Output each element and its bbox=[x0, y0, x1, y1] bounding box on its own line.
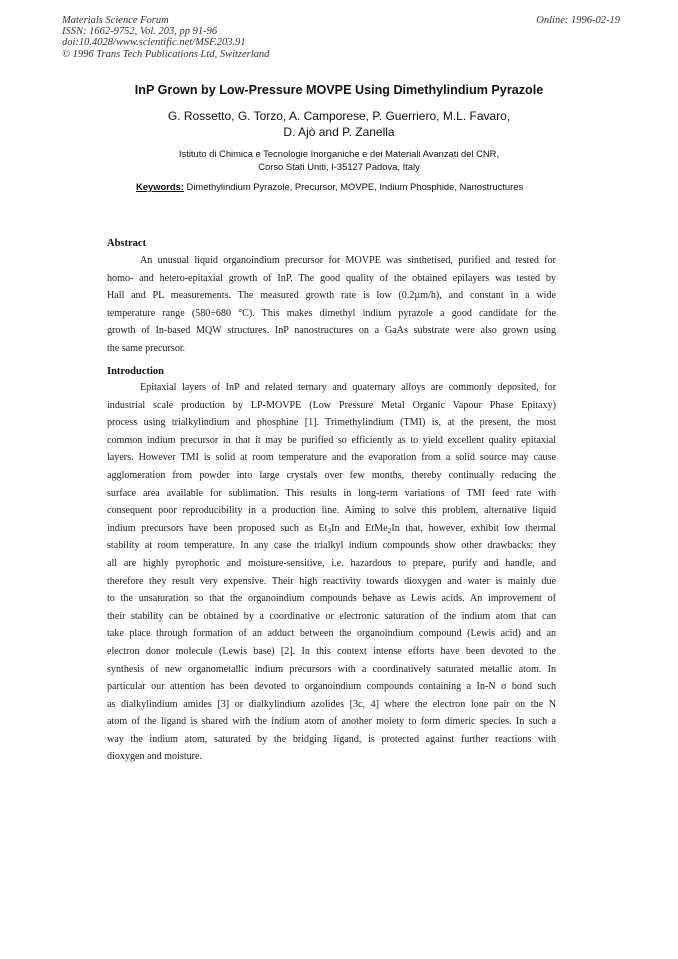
intro-line: particular our attention has been devoted to organoindium compounds containing a In-N σ bond such bbox=[107, 681, 556, 693]
author-list bbox=[110, 109, 568, 140]
intro-line: way the indium atom, saturated by the bridging ligand, is protected against further reactions with bbox=[107, 733, 556, 745]
intro-line: take place through formation of an adduct between the organoindium compound (Lewis acid) and an bbox=[107, 628, 556, 640]
intro-line: agglomeration from powder into large crystals over few months, thereby continually reducing the bbox=[107, 469, 556, 481]
affiliation bbox=[100, 148, 578, 173]
author-line: G. Rossetto, G. Torzo, A. Camporese, P. Guerriero, M.L. Favaro, bbox=[167, 109, 511, 123]
intro-line: their stability can be obtained by a coordinative or electronic saturation of the indium atom that can bbox=[107, 610, 556, 622]
copyright-line: © 1996 Trans Tech Publications Ltd, Switzerland bbox=[62, 48, 270, 60]
intro-line: process using trialkylindium and phosphine [1]. Trimethylindium (TMI) is, at the present, the most bbox=[107, 417, 556, 429]
intro-line: synthesis of new organometallic indium precursors with a coordinatively saturated metallic atom. In bbox=[107, 663, 556, 675]
intro-line: layers. However TMI is solid at room temperature and the evaporation from a solid source may cause bbox=[107, 452, 556, 464]
doi-line: doi:10.4028/www.scientific.net/MSF.203.91 bbox=[62, 37, 246, 49]
abstract-line: An unusual liquid organoindium precursor for MOVPE was sinthetised, purified and tested for bbox=[140, 255, 556, 266]
journal-header bbox=[62, 15, 269, 60]
intro-line: industrial scale production by LP-MOVPE (Low Pressure Metal Organic Vapour Phase Epitaxy) bbox=[107, 399, 556, 411]
intro-line: as dialkylindium amides [3] or dialkylindium azolides [3c, 4] where the electron lone pair on the N bbox=[107, 698, 556, 710]
keywords-label: Keywords: bbox=[136, 181, 184, 192]
abstract-body bbox=[107, 252, 556, 358]
intro-line: dioxygen and moisture. bbox=[107, 751, 203, 763]
issn-line: ISSN: 1662-9752, Vol. 203, pp 91-96 bbox=[62, 26, 218, 38]
intro-line: consequent poor reproducibility in a production line. Aiming to solve this problem, alternative liquid bbox=[107, 505, 556, 517]
intro-line: therefore they result very expensive. Their high reactivity towards dioxygen and water is mainly due bbox=[107, 575, 556, 587]
journal-name: Materials Science Forum bbox=[62, 15, 169, 26]
paper-title: InP Grown by Low-Pressure MOVPE Using Dimethylindium Pyrazole bbox=[134, 83, 544, 97]
abstract-line: the same precursor. bbox=[107, 342, 186, 354]
intro-line: electron donor molecule (Lewis base) [2]. In this context intense efforts have been devoted to the bbox=[107, 645, 556, 657]
intro-line-formulas bbox=[107, 520, 556, 538]
introduction-body bbox=[107, 379, 556, 766]
subscript: 2 bbox=[387, 525, 392, 535]
intro-line: all are highly pyrophoric and moisture-sensitive, i.e. hazardous to prepare, purify and handle, and bbox=[107, 557, 556, 569]
keywords bbox=[136, 181, 523, 192]
subscript: 3 bbox=[327, 525, 332, 535]
formula-text: indium precursors have been proposed such as Et bbox=[107, 522, 328, 534]
intro-line: stability at room temperature. In any case the trialkyl indium compounds show other drawbacks: they bbox=[107, 540, 556, 552]
abstract-heading: Abstract bbox=[107, 238, 147, 249]
intro-line: surface area available for sublimation. This results in long-term variations of TMI feed rate with bbox=[107, 487, 556, 499]
intro-line: Epitaxial layers of InP and related ternary and quaternary alloys are commonly deposited, for bbox=[140, 382, 556, 393]
introduction-heading: Introduction bbox=[107, 366, 164, 377]
abstract-line: Hall and PL measurements. The measured growth rate is low (0.2µm/h), and constant in a wide bbox=[107, 290, 556, 302]
keywords-text: Dimethylindium Pyrazole, Precursor, MOVPE, Indium Phosphide, Nanostructures bbox=[186, 181, 524, 192]
abstract-line: homo- and hetero-epitaxial growth of InP. The good quality of the obtained epilayers was tested by bbox=[107, 272, 556, 284]
affiliation-line: Istituto di Chimica e Tecnologie Inorganiche e dei Materiali Avanzati del CNR, bbox=[178, 148, 500, 159]
formula-text: In that, however, exhibit low thermal bbox=[391, 522, 556, 534]
abstract-line: temperature range (580÷680 °C). This makes dimethyl indium pyrazole a good candidate for the bbox=[107, 307, 556, 319]
affiliation-line: Corso Stati Uniti, I-35127 Padova, Italy bbox=[258, 160, 420, 172]
intro-line: to the unsaturation so that the organoindium compounds behave as Lewis acids. An improvement of bbox=[107, 593, 556, 605]
formula-text: In and EtMe bbox=[331, 522, 388, 534]
author-line: D. Ajò and P. Zanella bbox=[283, 124, 395, 139]
intro-line: atom of the ligand is shared with the indium atom of another moiety to form dimeric species. In such a bbox=[107, 716, 556, 728]
online-date: Online: 1996-02-19 bbox=[536, 15, 620, 26]
abstract-line: growth of In-based MQW structures. InP nanostructures on a GaAs substrate were also grown using bbox=[107, 325, 556, 337]
intro-line: common indium precursor in that it may be purified so efficiently as to yield excellent quality epitaxial bbox=[107, 434, 556, 446]
